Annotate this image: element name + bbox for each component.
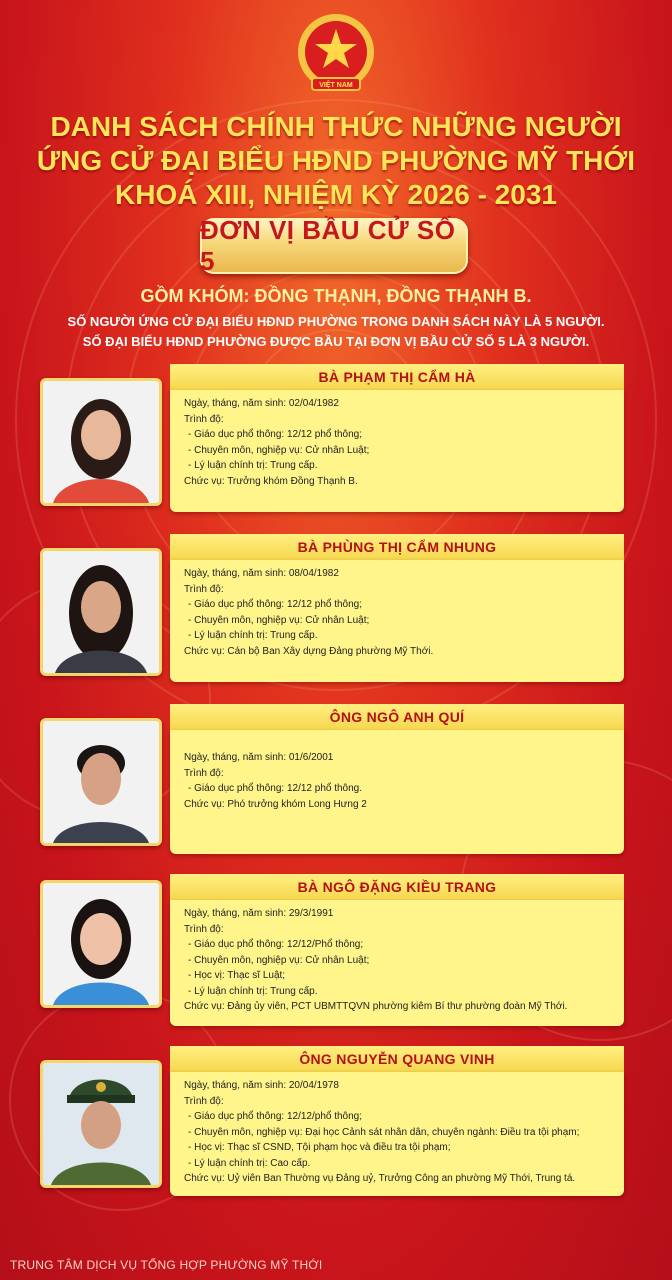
info-line: - Giáo dục phổ thông: 12/12 phổ thông; <box>188 599 363 610</box>
info-line: Ngày, tháng, năm sinh: 01/6/2001 <box>184 752 334 763</box>
national-emblem-icon <box>290 12 382 96</box>
footer-organization: TRUNG TÂM DỊCH VỤ TỔNG HỢP PHƯỜNG MỸ THỚI <box>10 1258 323 1272</box>
candidate-info <box>170 1072 624 1196</box>
candidate-name: BÀ PHÙNG THỊ CẨM NHUNG <box>170 534 624 562</box>
info-line: Trình độ: <box>184 583 224 595</box>
info-line: Trình độ: <box>184 1095 224 1107</box>
candidate-info <box>170 900 624 1026</box>
candidate-info <box>170 730 624 854</box>
info-line: Ngày, tháng, năm sinh: 29/3/1991 <box>184 908 334 919</box>
info-line: Ngày, tháng, năm sinh: 08/04/1982 <box>184 568 339 579</box>
info-line: Trình độ: <box>184 413 224 425</box>
info-line: - Chuyên môn, nghiệp vụ: Đại học Cảnh sát nhân dân, chuyên ngành: Điều tra tội phạm; <box>188 1126 580 1138</box>
info-line: - Giáo dục phổ thông: 12/12/Phổ thông; <box>188 939 364 950</box>
info-line: Trình độ: <box>184 767 224 779</box>
candidate-name: BÀ NGÔ ĐẶNG KIỀU TRANG <box>170 874 624 902</box>
title-line-3: KHOÁ XIII, NHIỆM KỲ 2026 - 2031 <box>115 179 557 210</box>
info-line: - Chuyên môn, nghiệp vụ: Cử nhân Luật; <box>188 954 370 966</box>
info-line: - Lý luận chính trị: Trung cấp. <box>188 985 318 997</box>
info-line: - Giáo dục phổ thông: 12/12/phổ thông; <box>188 1111 363 1122</box>
candidate-info <box>170 390 624 512</box>
unit-label: ĐƠN VỊ BẦU CỬ SỐ 5 <box>200 215 456 276</box>
info-line: Chức vụ: Cán bộ Ban Xây dựng Đảng phường Mỹ Thới. <box>184 645 434 657</box>
portrait-photo <box>40 880 162 1008</box>
portrait-photo <box>40 718 162 846</box>
info-line: - Lý luận chính trị: Cao cấp. <box>188 1157 311 1169</box>
portrait-photo <box>40 378 162 506</box>
info-line: Chức vụ: Đảng ủy viên, PCT UBMTTQVN phường kiêm Bí thư phường đoàn Mỹ Thới. <box>184 1001 568 1012</box>
info-line: - Chuyên môn, nghiệp vụ: Cử nhân Luật; <box>188 444 370 456</box>
area-label: GỒM KHÓM: ĐỒNG THẠNH, ĐỒNG THẠNH B. <box>140 286 532 306</box>
info-line: Ngày, tháng, năm sinh: 20/04/1978 <box>184 1080 339 1091</box>
candidate-info <box>170 560 624 682</box>
election-unit-badge <box>200 215 468 276</box>
info-line: - Giáo dục phổ thông: 12/12 phổ thông; <box>188 429 363 440</box>
info-line: - Lý luận chính trị: Trung cấp. <box>188 630 318 641</box>
info-line: Trình độ: <box>184 923 224 935</box>
info-line: - Giáo dục phổ thông: 12/12 phổ thông. <box>188 783 363 794</box>
info-line: - Học vị: Thạc sĩ Luật; <box>188 970 286 981</box>
title-line-1: DANH SÁCH CHÍNH THỨC NHỮNG NGƯỜI <box>50 111 622 142</box>
info-line: - Học vị: Thạc sĩ CSND, Tội phạm học và điều tra tội phạm; <box>188 1142 451 1153</box>
info-line: Chức vụ: Uỷ viên Ban Thường vụ Đảng uỷ, Trưởng Công an phường Mỹ Thới, Trung tá. <box>184 1173 576 1184</box>
emblem-text: VIỆT NAM <box>319 82 353 89</box>
portrait-photo <box>40 1060 162 1188</box>
candidate-name: ÔNG NGUYỄN QUANG VINH <box>170 1046 624 1074</box>
page-title <box>0 110 672 212</box>
info-line: - Chuyên môn, nghiệp vụ: Cử nhân Luật; <box>188 614 370 626</box>
info-line: - Lý luận chính trị: Trung cấp. <box>188 460 318 471</box>
info-line: Chức vụ: Trưởng khóm Đồng Thạnh B. <box>184 475 358 487</box>
note-elected-count: SỐ ĐẠI BIỂU HĐND PHƯỜNG ĐƯỢC BẦU TẠI ĐƠN VỊ BẦU CỬ SỐ 5 LÀ 3 NGƯỜI. <box>82 334 590 349</box>
info-line: Chức vụ: Phó trưởng khóm Long Hưng 2 <box>184 798 367 810</box>
candidate-name: BÀ PHẠM THỊ CẨM HÀ <box>170 364 624 392</box>
candidate-name: ÔNG NGÔ ANH QUÍ <box>170 704 624 732</box>
portrait-photo <box>40 548 162 676</box>
info-line: Ngày, tháng, năm sinh: 02/04/1982 <box>184 398 339 409</box>
title-line-2: ỨNG CỬ ĐẠI BIỂU HĐND PHƯỜNG MỸ THỚI <box>36 145 636 176</box>
note-candidates-count: SỐ NGƯỜI ỨNG CỬ ĐẠI BIỂU HĐND PHƯỜNG TRONG DANH SÁCH NÀY LÀ 5 NGƯỜI. <box>67 314 605 329</box>
